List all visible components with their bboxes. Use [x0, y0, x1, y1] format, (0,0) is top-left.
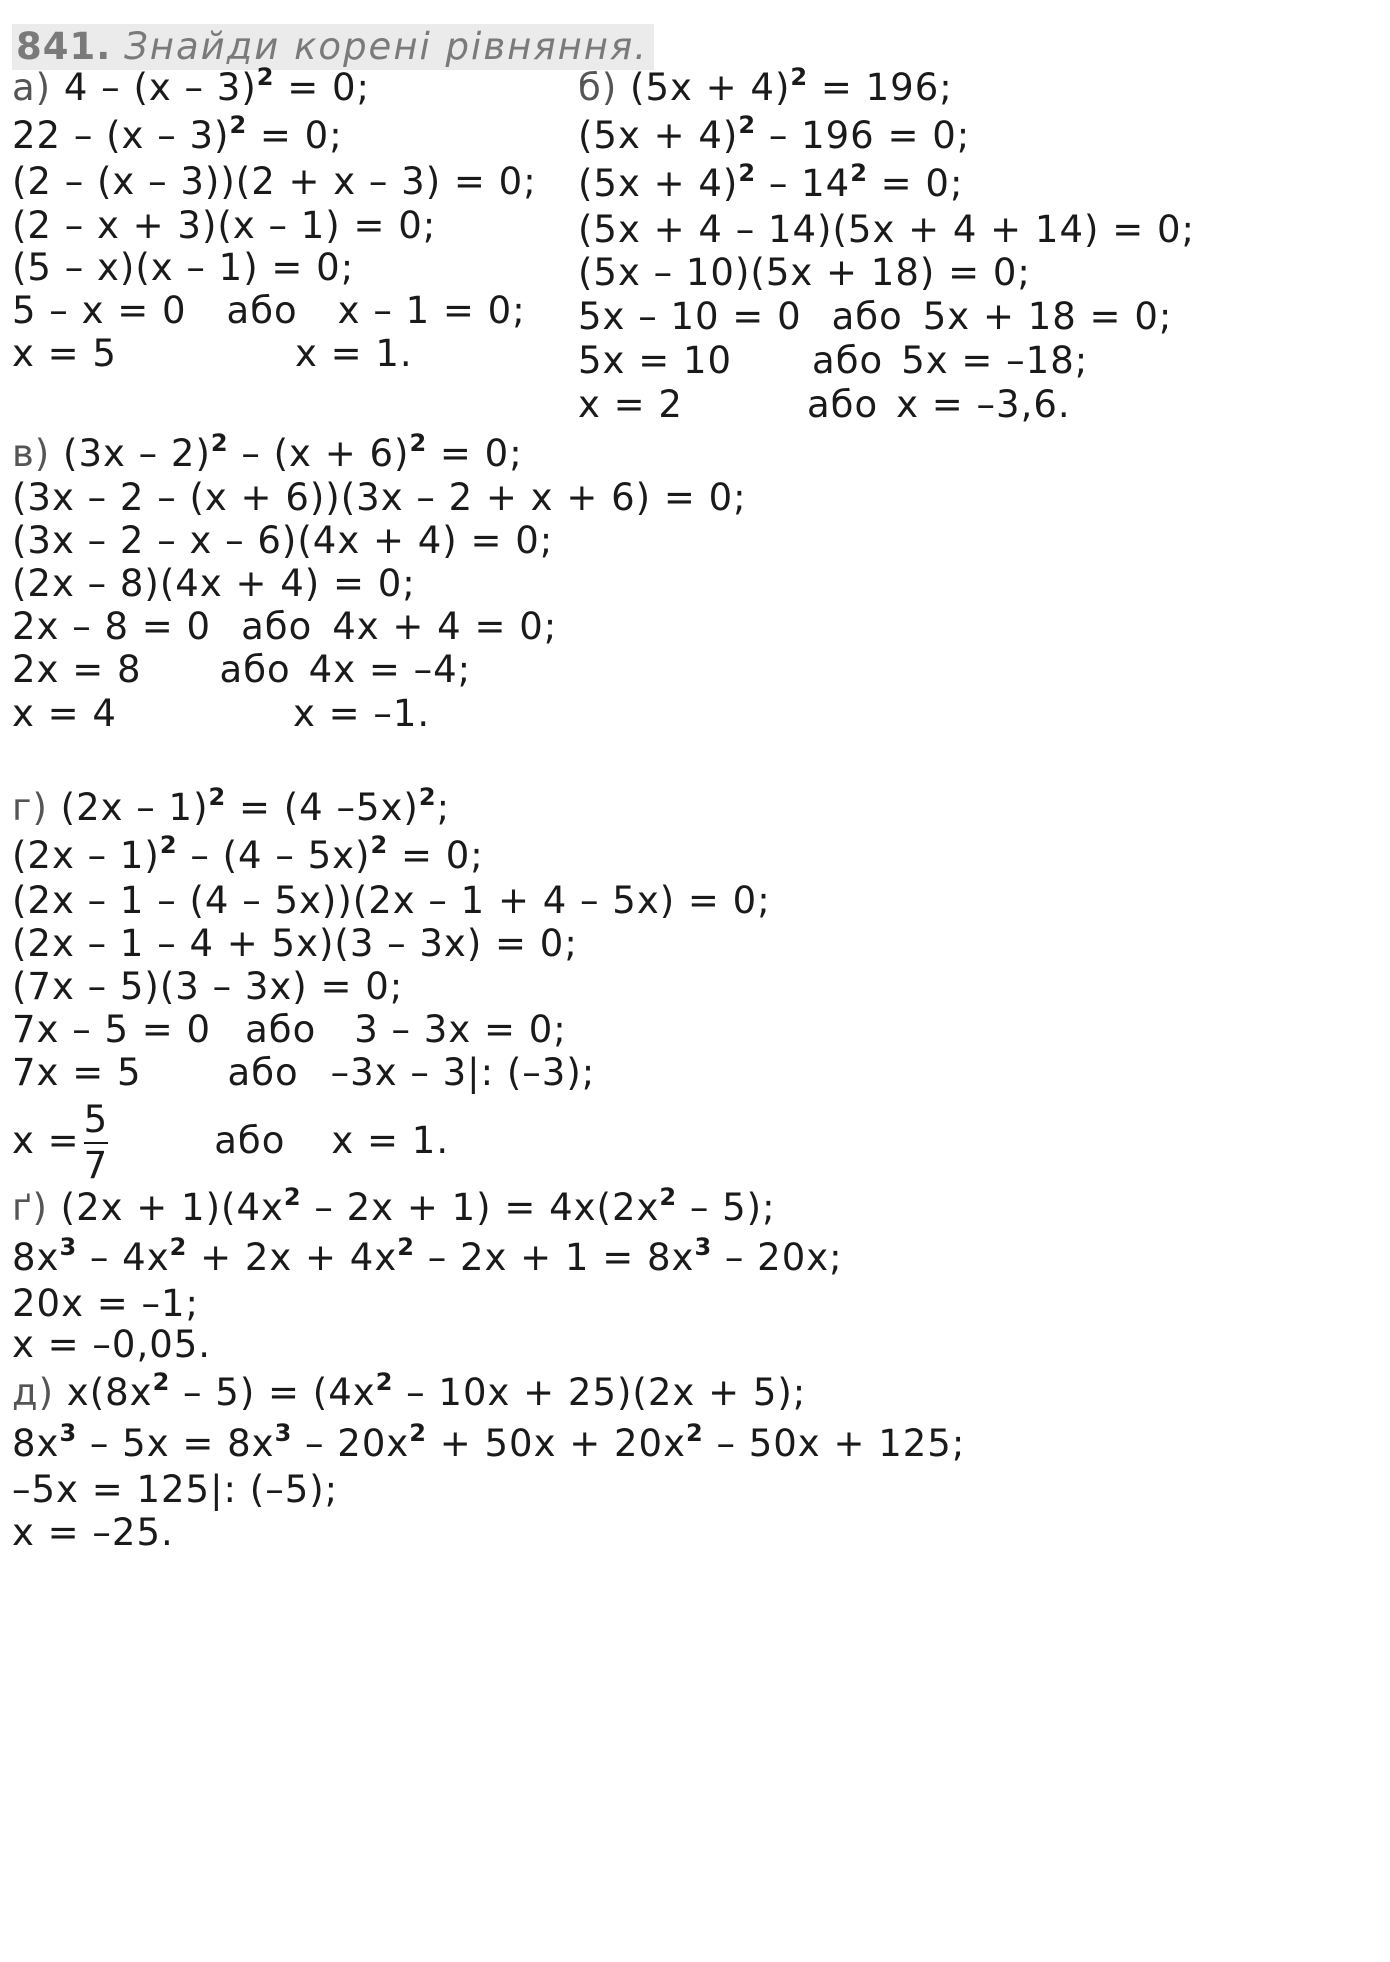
part-a-line-6: 5 – x = 0 або x – 1 = 0;	[12, 289, 526, 332]
part-g2-line-4: x = –0,05.	[12, 1323, 212, 1366]
part-b-line-8: x = 2 або x = –3,6.	[578, 383, 1071, 426]
part-d-line-2: $8x^3 - 5x = 8x^3 - 20x^2 + 50x + 20x^2 - 50x + 125$;	[12, 1419, 966, 1465]
part-a-line-2: 22 – (x – 3)$^2$ = 0;	[12, 111, 343, 157]
part-b-line-5: (5x – 10)(5x + 18) = 0;	[578, 251, 1031, 294]
part-a-line-7: x = 5 x = 1.	[12, 332, 413, 375]
exercise-number: 841.	[16, 25, 112, 68]
part-g-line-7: 7x = 5 або –3x – 3|: (–3);	[12, 1051, 596, 1094]
part-d-line-3: –5x = 125|: (–5);	[12, 1468, 339, 1511]
part-v-line-6: 2x = 8 або 4x = –4;	[12, 648, 472, 691]
exercise-title	[12, 24, 654, 70]
part-g-line-6: 7x – 5 = 0 або 3 – 3x = 0;	[12, 1008, 567, 1051]
part-v-line-7: x = 4 x = –1.	[12, 692, 431, 735]
part-v-line-1: в) $(3x - 2)^2 - (x + 6)^2 = 0$;	[12, 429, 523, 475]
part-b-line-4: (5x + 4 – 14)(5x + 4 + 14) = 0;	[578, 208, 1195, 251]
part-a-line-1: а) 4 – (x – 3)$^2$ = 0;	[12, 63, 371, 109]
part-g-line-8: x = $\frac{5}{7}$ або x = 1.	[12, 1097, 450, 1187]
part-g2-line-1: ґ) $(2x + 1)(4x^2 - 2x + 1) = 4x(2x^2 - 5)$;	[12, 1183, 776, 1229]
part-v-line-2: (3x – 2 – (x + 6))(3x – 2 + x + 6) = 0;	[12, 476, 747, 519]
part-g2-line-2: $8x^3 - 4x^2 + 2x + 4x^2 - 2x + 1 = 8x^3 - 20x$;	[12, 1233, 843, 1279]
part-v-line-3: (3x – 2 – x – 6)(4x + 4) = 0;	[12, 519, 554, 562]
part-d-line-4: x = –25.	[12, 1511, 174, 1554]
part-a-line-5: (5 – x)(x – 1) = 0;	[12, 246, 355, 289]
part-g-line-3: (2x – 1 – (4 – 5x))(2x – 1 + 4 – 5x) = 0;	[12, 879, 771, 922]
part-a-line-4: (2 – x + 3)(x – 1) = 0;	[12, 204, 437, 247]
part-b-line-1: б) $(5x + 4)^2 = 196$;	[578, 63, 953, 109]
part-v-line-4: (2x – 8)(4x + 4) = 0;	[12, 562, 416, 605]
part-g-line-2: (2x – 1)$^2$ – (4 – 5x)$^2$ = 0;	[12, 831, 484, 877]
part-b-line-6: 5x – 10 = 0 або 5x + 18 = 0;	[578, 295, 1173, 338]
part-g-line-5: (7x – 5)(3 – 3x) = 0;	[12, 965, 404, 1008]
part-b-line-3: $(5x + 4)^2 - 14^2 = 0$;	[578, 159, 964, 205]
fraction: $\frac{5}{7}$	[83, 1097, 109, 1187]
part-g-line-1: г) (2x – 1)$^2$ = (4 –5x)$^2$;	[12, 783, 451, 829]
part-g2-line-3: 20x = –1;	[12, 1282, 200, 1325]
part-d-line-1: д) $x(8x^2 - 5) = (4x^2 - 10x + 25)(2x + 5)$;	[12, 1368, 807, 1414]
part-g-line-4: (2x – 1 – 4 + 5x)(3 – 3x) = 0;	[12, 922, 578, 965]
part-b-line-2: $(5x + 4)^2 - 196 = 0$;	[578, 111, 971, 157]
part-b-line-7: 5x = 10 або 5x = –18;	[578, 339, 1089, 382]
exercise-task: Знайди корені рівняння.	[124, 25, 648, 68]
part-a-line-3: (2 – (x – 3))(2 + x – 3) = 0;	[12, 160, 537, 203]
part-v-line-5: 2x – 8 = 0 або 4x + 4 = 0;	[12, 605, 558, 648]
